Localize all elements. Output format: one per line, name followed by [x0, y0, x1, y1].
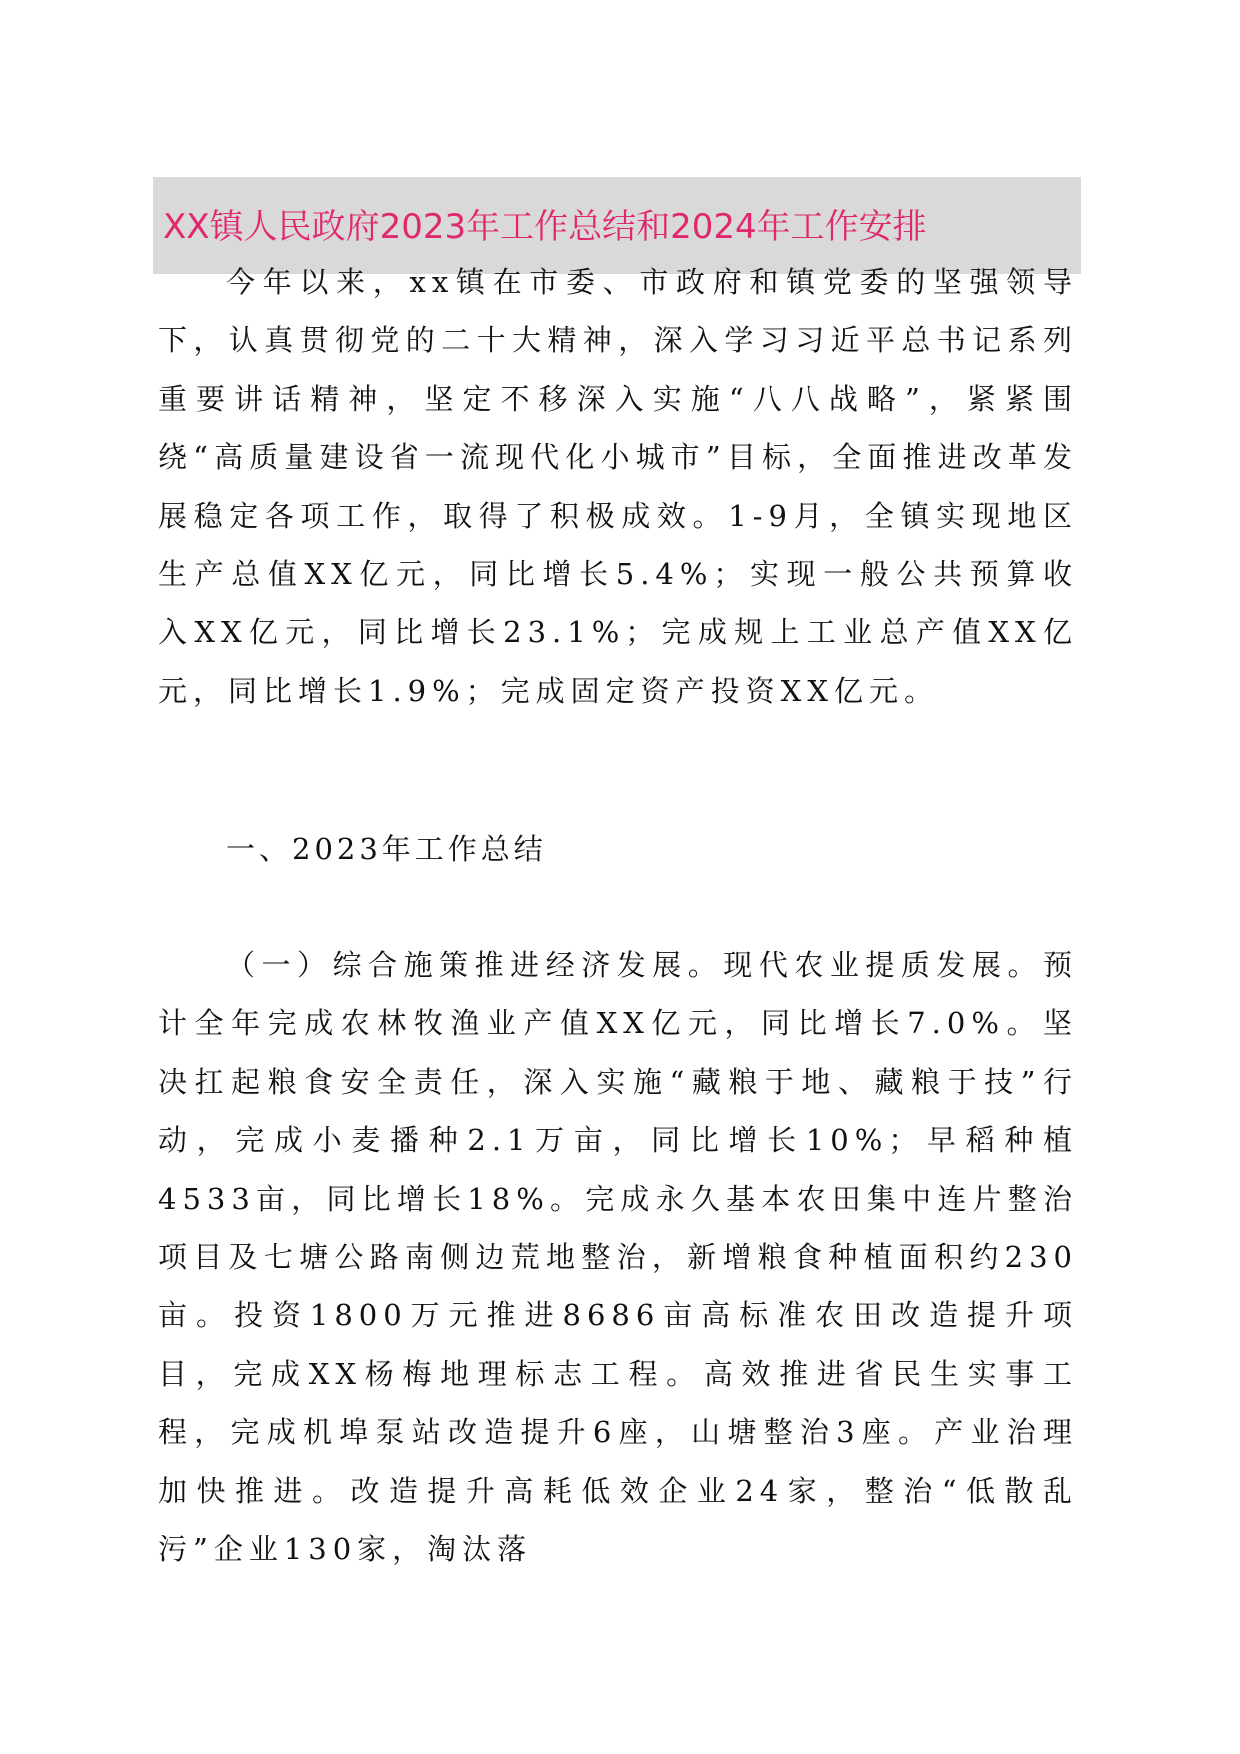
document-title: XX镇人民政府2023年工作总结和2024年工作安排: [163, 207, 927, 247]
section1-paragraph: （一）综合施策推进经济发展。现代农业提质发展。预计全年完成农林牧渔业产值XX亿元，同比增长7.0%。坚决扛起粮食安全责任，深入实施“藏粮于地、藏粮于技”行动，完成小麦播种2.1万亩，同比增长10%；早稻种植4533亩，同比增长18%。完成永久基本农田集中连片整治项目及七塘公路南侧边荒地整治，新增粮食种植面积约230亩。投资1800万元推进8686亩高标准农田改造提升项目，完成XX杨梅地理标志工程。高效推进省民生实事工程，完成机埠泵站改造提升6座，山塘整治3座。产业治理加快推进。改造提升高耗低效企业24家，整治“低散乱污”企业130家，淘汰落: [158, 948, 1078, 1567]
intro-paragraph: 今年以来，xx镇在市委、市政府和镇党委的坚强领导下，认真贯彻党的二十大精神，深入学习习近平总书记系列重要讲话精神，坚定不移深入实施“八八战略”，紧紧围绕“高质量建设省一流现代化小城市”目标，全面推进改革发展稳定各项工作，取得了积极成效。1-9月，全镇实现地区生产总值XX亿元，同比增长5.4%；实现一般公共预算收入XX亿元，同比增长23.1%；完成规上工业总产值XX亿元，同比增长1.9%；完成固定资产投资XX亿元。: [158, 265, 1078, 708]
section-heading: 一、2023年工作总结: [226, 832, 547, 866]
